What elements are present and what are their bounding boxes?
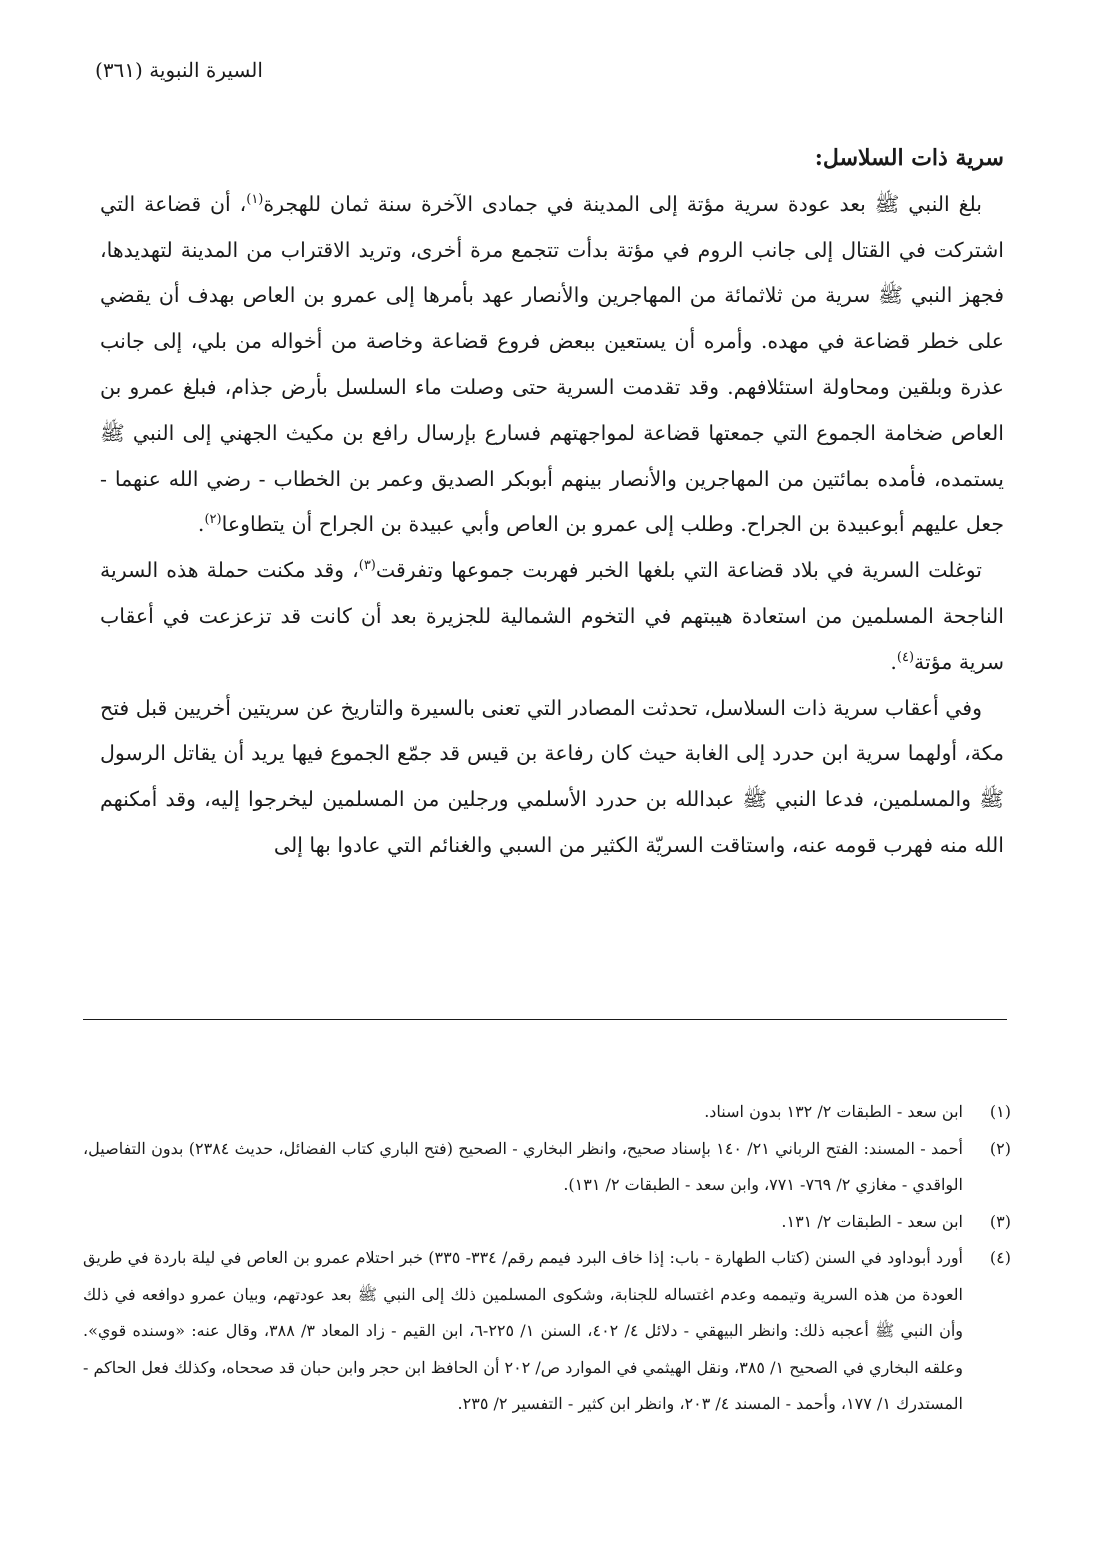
footnote-2 [83,1131,1011,1204]
paragraph-end: . [197,512,205,537]
footnote-ref-4[interactable]: (٤) [896,649,915,665]
paragraph-text: توغلت السرية في بلاد قضاعة التي بلغها الخبر فهربت جموعها وتفرقت [375,558,983,583]
footnote-4 [83,1240,1011,1423]
paragraph-text: ، أن قضاعة التي اشتركت في القتال إلى جانب الروم في مؤتة بدأت تتجمع مرة أخرى، وتريد الاقتراب من المدينة لتهديدها، فجهز النبي ﷺ سرية من ثلاثمائة من المهاجرين والأنصار عهد بأمرها إلى عمرو بن العاص بهدف أن يقضي على خطر قضاعة في مهده. وأمره أن يستعين ببعض فروع قضاعة وخاصة من أخواله من بلي، إلى جانب عذرة وبلقين ومحاولة استئلافهم. وقد تقدمت السرية حتى وصلت ماء السلسل بأرض جذام، فبلغ عمرو بن العاص ضخامة الجموع التي جمعتها قضاعة لمواجهتهم فسارع بإرسال رافع بن مكيث الجهني إلى النبي ﷺ يستمده، فأمده بمائتين من المهاجرين والأنصار بينهم أبوبكر الصديق وعمر بن الخطاب - رضي الله عنهما - جعل عليهم أبوعبيدة بن الجراح. وطلب إلى عمرو بن العاص وأبي عبيدة بن الجراح أن يتطاوعا [100,191,1004,537]
paragraph-text: ، وقد مكنت حملة هذه السرية الناجحة المسلمين من استعادة هيبتهم في التخوم الشمالية للجزيرة بعد أن كانت قد تزعزعت في أعقاب سرية مؤتة [100,558,1004,674]
paragraph-text: وفي أعقاب سرية ذات السلاسل، تحدثت المصادر التي تعنى بالسيرة والتاريخ عن سريتين أخريين قبل فتح مكة، أولهما سرية ابن حدرد إلى الغابة حيث كان رفاعة بن قيس قد جمّع الجموع فيها يريد أن يقاتل الرسول ﷺ والمسلمين، فدعا النبي ﷺ عبدالله بن حدرد الأسلمي ورجلين من المسلمين ليخرجوا إليه، وقد أمكنهم الله منه فهرب قومه عنه، واستاقت السريّة الكثير من السبي والغنائم التي عادوا بها إلى [100,695,1004,857]
footnote-text: ابن سعد - الطبقات ٢/ ١٣١. [781,1211,963,1231]
footnote-number: (٣) [989,1211,1011,1231]
footnotes-section [83,1094,1011,1423]
paragraph-3 [100,686,1004,869]
section-title: سرية ذات السلاسل: [814,145,1004,171]
footnote-1 [83,1094,1011,1131]
footnote-divider [83,1019,1007,1020]
main-text [100,136,1004,869]
footnote-ref-1[interactable]: (١) [246,191,264,207]
running-header: السيرة النبوية (٣٦١) [95,58,263,82]
footnote-number: (٤) [989,1248,1011,1267]
paragraph-1 [100,182,1004,548]
paragraph-2 [100,548,1004,685]
footnote-text: ابن سعد - الطبقات ٢/ ١٣٢ بدون اسناد. [704,1102,963,1121]
paragraph-text: بلغ النبي ﷺ بعد عودة سرية مؤتة إلى المدينة في جمادى الآخرة سنة ثمان للهجرة [263,191,982,216]
footnote-text: أحمد - المسند: الفتح الرباني ٢١/ ١٤٠ بإسناد صحيح، وانظر البخاري - الصحيح (فتح الباري كتاب الفضائل، حديث ٢٣٨٤) بدون التفاصيل، الواقدي - مغازي ٢/ ٧٦٩- ٧٧١، وابن سعد - الطبقات ٢/ ١٣١). [83,1138,963,1194]
footnote-ref-2[interactable]: (٢) [204,512,222,528]
paragraph-end: . [890,649,897,674]
footnote-number: (١) [989,1102,1011,1121]
footnote-text: أورد أبوداود في السنن (كتاب الطهارة - باب: إذا خاف البرد فيمم رقم/ ٣٣٤- ٣٣٥) خبر احتلام عمرو بن العاص في ليلة باردة في طريق العودة من هذه السرية وتيممه وعدم اغتساله للجنابة، وشكوى المسلمين ذلك إلى النبي ﷺ بعد عودتهم، وبيان عمرو دوافعه في ذلك وأن النبي ﷺ أعجبه ذلك: وانظر البيهقي - دلائل ٤/ ٤٠٢، السنن ١/ ٢٢٥-٦، ابن القيم - زاد المعاد ٣/ ٣٨٨، وقال عنه: «وسنده قوي». وعلقه البخاري في الصحيح ١/ ٣٨٥، ونقل الهيثمي في الموارد ص/ ٢٠٢ أن الحافظ ابن حجر وابن حبان قد صححاه، وكذلك فعل الحاكم - المستدرك ١/ ١٧٧، وأحمد - المسند ٤/ ٢٠٣، وانظر ابن كثير - التفسير ٢/ ٢٣٥. [83,1248,963,1413]
footnote-number: (٢) [989,1138,1011,1158]
footnote-ref-3[interactable]: (٣) [358,558,376,574]
footnote-3 [83,1204,1011,1241]
